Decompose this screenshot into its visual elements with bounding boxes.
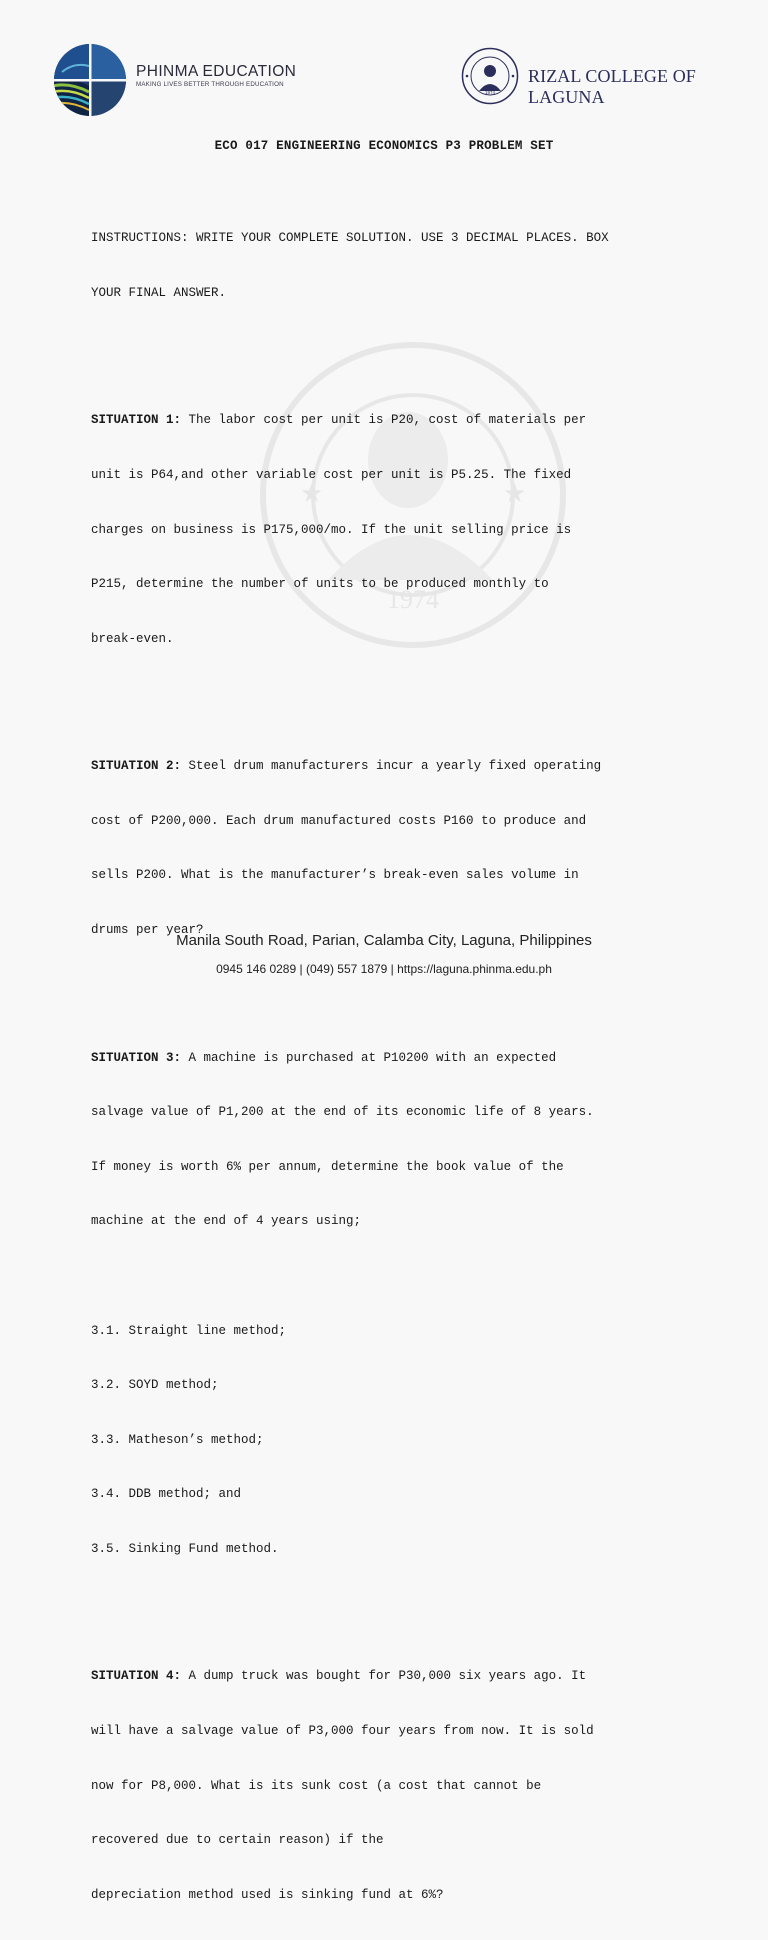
situation-2-line: drums per year? — [91, 923, 204, 938]
situation-2-label: SITUATION 2: — [91, 759, 182, 774]
situation-1-line: break-even. — [91, 631, 174, 646]
phinma-brand-tagline: MAKING LIVES BETTER THROUGH EDUCATION — [136, 81, 284, 88]
situation-1-line: SITUATION 1: The labor cost per unit is P20, cost of materials per — [91, 413, 587, 428]
situation-4-label: SITUATION 4: — [91, 1669, 182, 1684]
seal-year: 1974 — [484, 90, 496, 95]
page-title: ECO 017 ENGINEERING ECONOMICS P3 PROBLEM SET — [214, 139, 554, 153]
situation-4-line: now for P8,000. What is its sunk cost (a cost that cannot be — [91, 1778, 542, 1793]
situation-1-label: SITUATION 1: — [91, 413, 182, 428]
situation-1-line: P215, determine the number of units to be produced monthly to — [91, 577, 549, 592]
problem-set-body — [91, 193, 691, 1940]
watermark-star-left: ★ — [300, 479, 324, 508]
footer-address: Manila South Road, Parian, Calamba City, Laguna, Philippines — [176, 932, 592, 949]
situation-3-label: SITUATION 3: — [91, 1050, 182, 1065]
method-item: 3.5. Sinking Fund method. — [91, 1541, 279, 1556]
instructions-line: YOUR FINAL ANSWER. — [91, 286, 227, 301]
method-item: 3.2. SOYD method; — [91, 1378, 219, 1393]
phinma-logo-icon — [52, 42, 128, 118]
rizal-college-name: RIZAL COLLEGE OF LAGUNA — [528, 66, 696, 107]
method-item: 3.1. Straight line method; — [91, 1323, 287, 1338]
phinma-brand — [136, 63, 296, 88]
watermark-year: 1974 — [387, 585, 439, 614]
situation-3-line: If money is worth 6% per annum, determine the book value of the — [91, 1159, 564, 1174]
watermark-star-right: ★ — [503, 479, 527, 508]
instructions-line: INSTRUCTIONS: WRITE YOUR COMPLETE SOLUTION. USE 3 DECIMAL PLACES. BOX — [91, 231, 609, 246]
situation-3-line: machine at the end of 4 years using; — [91, 1214, 362, 1229]
situation-4-line: recovered due to certain reason) if the — [91, 1833, 384, 1848]
situation-4-line: will have a salvage value of P3,000 four years from now. It is sold — [91, 1723, 594, 1738]
method-item: 3.4. DDB method; and — [91, 1487, 242, 1502]
situation-2-line: sells P200. What is the manufacturer’s break-even sales volume in — [91, 868, 579, 883]
situation-1-line: charges on business is P175,000/mo. If the unit selling price is — [91, 522, 572, 537]
situation-1-line: unit is P64,and other variable cost per unit is P5.25. The fixed — [91, 468, 572, 483]
method-item: 3.3. Matheson’s method; — [91, 1432, 264, 1447]
situation-2-line: SITUATION 2: Steel drum manufacturers incur a yearly fixed operating — [91, 759, 602, 774]
situation-3-line: salvage value of P1,200 at the end of its economic life of 8 years. — [91, 1105, 594, 1120]
situation-2-line: cost of P200,000. Each drum manufactured costs P160 to produce and — [91, 813, 587, 828]
rizal-college-seal-icon — [461, 47, 519, 105]
situation-3-line: SITUATION 3: A machine is purchased at P10200 with an expected — [91, 1050, 557, 1065]
footer-contact: 0945 146 0289 | (049) 557 1879 | https://laguna.phinma.edu.ph — [216, 962, 552, 976]
situation-4-line: depreciation method used is sinking fund at 6%? — [91, 1887, 444, 1902]
situation-4-line: SITUATION 4: A dump truck was bought for P30,000 six years ago. It — [91, 1669, 587, 1684]
phinma-brand-name: PHINMA EDUCATION — [136, 63, 297, 80]
